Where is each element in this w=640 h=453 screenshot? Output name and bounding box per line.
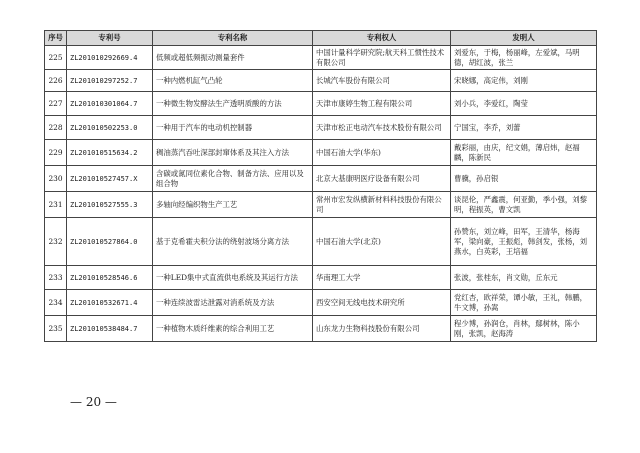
patent-owner-cell: 中国计量科学研究院;航天科工惯性技术有限公司 bbox=[313, 46, 451, 70]
serial-cell: 225 bbox=[45, 46, 67, 70]
patent-owner-cell: 天津市康婷生物工程有限公司 bbox=[313, 92, 451, 116]
table-row bbox=[45, 218, 597, 266]
patent-number-cell: ZL201010532671.4 bbox=[67, 290, 153, 316]
serial-cell: 233 bbox=[45, 266, 67, 290]
patent-owner-cell: 山东龙力生物科技股份有限公司 bbox=[313, 316, 451, 342]
serial-cell: 227 bbox=[45, 92, 67, 116]
patent-number-cell: ZL201010502253.0 bbox=[67, 116, 153, 140]
inventors-cell: 宁国宝，李乔，刘蕾 bbox=[451, 116, 597, 140]
patent-owner-cell: 中国石油大学(华东) bbox=[313, 140, 451, 166]
patent-owner-cell: 长城汽车股份有限公司 bbox=[313, 70, 451, 92]
table-row bbox=[45, 116, 597, 140]
serial-cell: 232 bbox=[45, 218, 67, 266]
serial-cell: 235 bbox=[45, 316, 67, 342]
header-patent-owner: 专利权人 bbox=[313, 31, 451, 46]
table-row bbox=[45, 46, 597, 70]
patent-name-cell: 稠油蒸汽吞吐深部封窜体系及其注入方法 bbox=[153, 140, 313, 166]
table-row bbox=[45, 70, 597, 92]
inventors-cell: 程少博，孙润仓，肖林，鄢树林，陈小刚，张凯，赵海涛 bbox=[451, 316, 597, 342]
patent-table bbox=[44, 30, 597, 342]
table-row bbox=[45, 140, 597, 166]
patent-name-cell: 一种用于汽车的电动机控制器 bbox=[153, 116, 313, 140]
serial-cell: 228 bbox=[45, 116, 67, 140]
table-row bbox=[45, 290, 597, 316]
serial-cell: 234 bbox=[45, 290, 67, 316]
patent-name-cell: 含碳或氮同位素化合物、制备方法、应用以及组合物 bbox=[153, 166, 313, 192]
table-row bbox=[45, 266, 597, 290]
patent-owner-cell: 中国石油大学(北京) bbox=[313, 218, 451, 266]
patent-owner-cell: 天津市松正电动汽车技术股份有限公司 bbox=[313, 116, 451, 140]
inventors-cell: 曹骥，孙启银 bbox=[451, 166, 597, 192]
serial-cell: 229 bbox=[45, 140, 67, 166]
patent-owner-cell: 华南理工大学 bbox=[313, 266, 451, 290]
patent-number-cell: ZL201010538484.7 bbox=[67, 316, 153, 342]
serial-cell: 231 bbox=[45, 192, 67, 218]
patent-name-cell: 一种LED集中式直流供电系统及其运行方法 bbox=[153, 266, 313, 290]
patent-number-cell: ZL201010301064.7 bbox=[67, 92, 153, 116]
header-patent-name: 专利名称 bbox=[153, 31, 313, 46]
patent-owner-cell: 常州市宏发纵横新材料科技股份有限公司 bbox=[313, 192, 451, 218]
inventors-cell: 孙赞东，刘立峰，田军，王清华，杨海军，梁向豪，王振彪，韩剑发，张杨，刘燕水，白英彩，王培福 bbox=[451, 218, 597, 266]
inventors-cell: 刘小兵，李爱红，陶莹 bbox=[451, 92, 597, 116]
patent-name-cell: 一种微生物发酵法生产透明质酸的方法 bbox=[153, 92, 313, 116]
patent-name-cell: 基于克希霍夫积分法的绕射波场分离方法 bbox=[153, 218, 313, 266]
serial-cell: 230 bbox=[45, 166, 67, 192]
inventors-cell: 张波，张桂东，肖文勋，丘东元 bbox=[451, 266, 597, 290]
patent-name-cell: 多轴向经编织物生产工艺 bbox=[153, 192, 313, 218]
patent-number-cell: ZL201010528546.6 bbox=[67, 266, 153, 290]
patent-name-cell: 一种内燃机缸气凸轮 bbox=[153, 70, 313, 92]
patent-name-cell: 低频或超低频振动测量套件 bbox=[153, 46, 313, 70]
table-row bbox=[45, 316, 597, 342]
table-header-row bbox=[45, 31, 597, 46]
patent-table-container bbox=[44, 30, 596, 342]
table-row bbox=[45, 92, 597, 116]
inventors-cell: 刘爱东，于梅，杨丽峰，左爱斌，马明德，胡红波，张兰 bbox=[451, 46, 597, 70]
table-row bbox=[45, 192, 597, 218]
inventors-cell: 党红杏，欧祥荣，谭小敏，王礼，韩鹏，牛文博，孙嵩 bbox=[451, 290, 597, 316]
patent-name-cell: 一种植物木质纤维素的综合利用工艺 bbox=[153, 316, 313, 342]
patent-number-cell: ZL201010527555.3 bbox=[67, 192, 153, 218]
patent-number-cell: ZL201010297252.7 bbox=[67, 70, 153, 92]
table-row bbox=[45, 166, 597, 192]
inventors-cell: 谈昆伦，严鑫震，何亚勤，季小强，刘黎明，程振英，曹文凯 bbox=[451, 192, 597, 218]
patent-number-cell: ZL201010515634.2 bbox=[67, 140, 153, 166]
patent-number-cell: ZL201010527864.0 bbox=[67, 218, 153, 266]
patent-owner-cell: 北京大基康明医疗设备有限公司 bbox=[313, 166, 451, 192]
header-patent-number: 专利号 bbox=[67, 31, 153, 46]
patent-owner-cell: 西安空间无线电技术研究所 bbox=[313, 290, 451, 316]
serial-cell: 226 bbox=[45, 70, 67, 92]
inventors-cell: 戴彩丽，由庆，纪文娟，薄启炜，赵福麟，陈新民 bbox=[451, 140, 597, 166]
header-inventors: 发明人 bbox=[451, 31, 597, 46]
page-number: — 20 — bbox=[70, 395, 117, 409]
patent-name-cell: 一种连续波雷达泄露对消系统及方法 bbox=[153, 290, 313, 316]
header-serial: 序号 bbox=[45, 31, 67, 46]
patent-number-cell: ZL201010292669.4 bbox=[67, 46, 153, 70]
inventors-cell: 宋晓娜，高定伟，刘刚 bbox=[451, 70, 597, 92]
patent-number-cell: ZL201010527457.X bbox=[67, 166, 153, 192]
